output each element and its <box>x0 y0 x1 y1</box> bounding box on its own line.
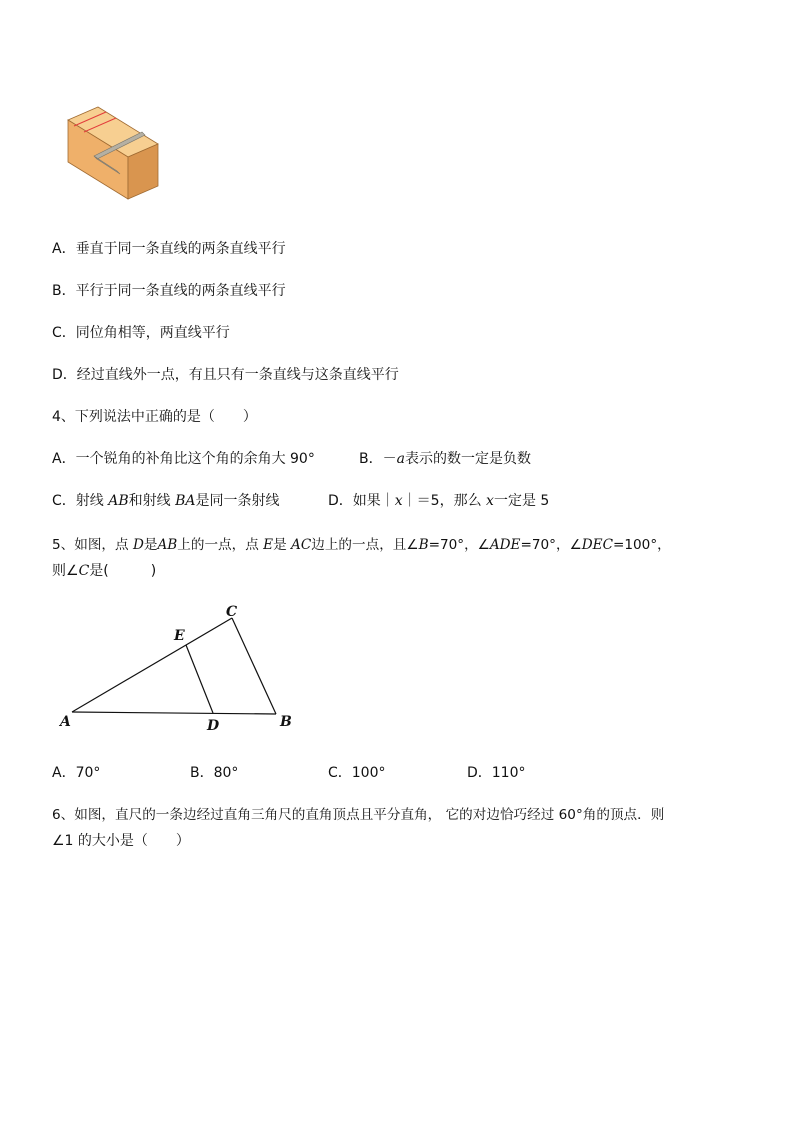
q4-option-c-var-ab: AB <box>108 493 129 509</box>
q5-text: =100°， <box>612 537 671 553</box>
segment-bc <box>232 618 276 714</box>
segment-ac <box>72 618 232 712</box>
q5-var-b: B <box>418 537 429 553</box>
q4-option-d <box>328 492 549 510</box>
q5-text: 是( ) <box>89 563 157 579</box>
label-a: A <box>60 714 71 730</box>
q5-var-ac: AC <box>291 537 312 553</box>
q3-option-d: D．经过直线外一点，有且只有一条直线与这条直线平行 <box>52 367 399 383</box>
q5-text: 边上的一点，且∠ <box>311 537 419 553</box>
q5-text: =70°，∠ <box>520 537 582 553</box>
q4-option-b-prefix: B．－ <box>359 451 397 467</box>
q4-option-b <box>359 450 531 468</box>
q5-text: 上的一点，点 <box>177 537 264 553</box>
q5-option-b: B．80° <box>190 765 239 781</box>
q5-text: 是 <box>143 537 158 553</box>
q5-var-d: D <box>132 537 144 553</box>
wood-block-ruler-figure <box>62 104 166 202</box>
q4-option-d-mid: ｜＝5，那么 <box>402 493 487 509</box>
q5-option-d: D．110° <box>467 765 526 781</box>
q5-var-e: E <box>263 537 274 553</box>
q5-var-ab: AB <box>157 537 178 553</box>
q4-option-d-var-x1: x <box>394 493 403 509</box>
q3-option-b: B．平行于同一条直线的两条直线平行 <box>52 283 286 299</box>
q4-option-d-suffix: 一定是 5 <box>493 493 550 509</box>
q4-option-c-prefix: C．射线 <box>52 493 109 509</box>
triangle-figure <box>56 598 306 738</box>
q4-option-a: A．一个锐角的补角比这个角的余角大 90° <box>52 451 315 467</box>
q3-option-c: C．同位角相等，两直线平行 <box>52 325 230 341</box>
label-e: E <box>174 628 185 644</box>
q4-option-d-var-x2: x <box>486 493 494 509</box>
segment-de <box>186 645 213 713</box>
segment-ab <box>72 712 276 714</box>
label-c: C <box>226 604 238 620</box>
q5-text: 是 <box>273 537 292 553</box>
q5-stem-line1 <box>52 536 671 554</box>
q3-option-a: A．垂直于同一条直线的两条直线平行 <box>52 241 286 257</box>
q4-option-c-var-ba: BA <box>175 493 196 509</box>
q4-option-d-prefix: D．如果｜ <box>328 493 395 509</box>
q5-text: 则∠ <box>52 563 79 579</box>
q6-stem-line2: ∠1 的大小是（ ） <box>52 833 190 849</box>
q4-stem: 4、下列说法中正确的是（ ） <box>52 409 257 425</box>
q5-stem-line2 <box>52 562 156 580</box>
q4-option-c-suffix: 是同一条射线 <box>195 493 280 509</box>
q5-text: 5、如图，点 <box>52 537 133 553</box>
label-b: B <box>280 714 292 730</box>
q5-text: =70°，∠ <box>428 537 490 553</box>
q4-option-c-mid: 和射线 <box>128 493 176 509</box>
q4-option-b-var: a <box>396 451 405 467</box>
q5-var-c: C <box>78 563 90 579</box>
q4-option-c <box>52 492 280 510</box>
q6-stem-line1: 6、如图，直尺的一条边经过直角三角尺的直角顶点且平分直角， 它的对边恰巧经过 60°角的顶点．则 <box>52 807 665 823</box>
q5-var-ade: ADE <box>489 537 521 553</box>
q5-option-a: A．70° <box>52 765 101 781</box>
label-d: D <box>207 718 220 734</box>
q5-var-dec: DEC <box>581 537 613 553</box>
q5-option-c: C．100° <box>328 765 386 781</box>
q4-option-b-suffix: 表示的数一定是负数 <box>404 451 531 467</box>
